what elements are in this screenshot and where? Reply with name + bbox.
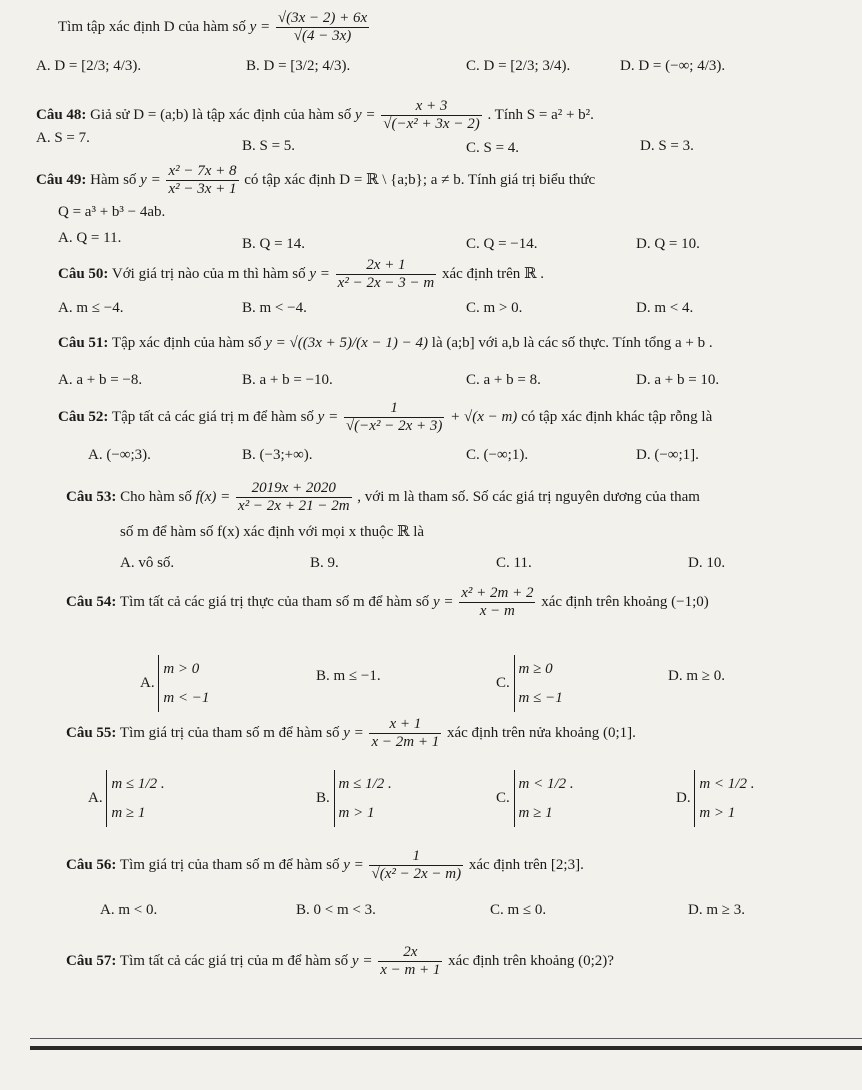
q51-stem-b: là (a;b] với a,b là các số thực. Tính tổng a + b . — [431, 335, 713, 351]
q55-stem-b: xác định trên nửa khoảng (0;1]. — [446, 725, 636, 742]
q51-option-c[interactable]: C. a + b = 8. — [466, 372, 541, 388]
question-53-stem — [66, 480, 700, 516]
q48-label: Câu 48: — [36, 107, 87, 124]
q54-option-a-letter: A. — [140, 674, 155, 691]
q56-denominator: √(x² − 2x − m) — [371, 866, 462, 883]
q55-option-c-system — [514, 770, 574, 827]
q54-c-cond-2: m ≤ −1 — [518, 689, 563, 706]
q56-option-a[interactable]: A. m < 0. — [100, 902, 158, 918]
question-54-stem — [66, 585, 709, 621]
q49-func-lhs: y = — [140, 172, 161, 189]
q53-option-b[interactable]: B. 9. — [310, 555, 339, 571]
q56-option-b[interactable]: B. 0 < m < 3. — [296, 902, 376, 918]
q54-option-a[interactable] — [140, 655, 209, 712]
q53-stem-b: , với m là tham số. Số các giá trị nguyên dương của tham — [357, 489, 700, 506]
q48-option-d[interactable]: D. S = 3. — [640, 138, 694, 154]
q53-option-a[interactable]: A. vô số. — [120, 555, 175, 571]
q53-func-lhs: f(x) = — [195, 489, 231, 506]
q47-option-c[interactable]: C. D = [2/3; 3/4). — [466, 58, 571, 74]
q55-a-cond-2: m ≥ 1 — [111, 804, 146, 821]
question-56-stem — [66, 848, 584, 884]
q52-stem-a: Tập tất cả các giá trị m để hàm số — [111, 409, 314, 426]
q47-func-lhs: y = — [249, 19, 271, 36]
q54-option-c-system — [514, 655, 563, 712]
q55-denominator: x − 2m + 1 — [371, 734, 440, 751]
q55-option-a-letter: A. — [88, 789, 103, 806]
q54-stem-a: Tìm tất cả các giá trị thực của tham số m để hàm số — [119, 594, 430, 611]
q48-stem-a: Giả sử D = (a;b) là tập xác định của hàm số — [90, 107, 352, 124]
q50-numerator: 2x + 1 — [336, 257, 437, 275]
q52-func-lhs: y = — [317, 409, 339, 426]
q54-a-cond-2: m < −1 — [163, 689, 210, 706]
bottom-divider-thin — [30, 1038, 862, 1039]
q49-option-a[interactable]: A. Q = 11. — [58, 230, 122, 246]
q55-label: Câu 55: — [66, 725, 117, 742]
q50-func-lhs: y = — [309, 266, 330, 283]
q50-stem-a: Với giá trị nào của m thì hàm số — [111, 266, 306, 283]
question-49-stem — [36, 163, 595, 199]
question-47-stem — [58, 10, 371, 46]
q55-c-cond-2: m ≥ 1 — [518, 804, 553, 821]
q55-stem-a: Tìm giá trị của tham số m để hàm số — [119, 725, 340, 742]
q48-denominator: √(−x² + 3x − 2) — [383, 116, 480, 133]
q54-option-c-letter: C. — [496, 674, 510, 691]
q52-stem-b: có tập xác định khác tập rỗng là — [521, 409, 713, 426]
q52-option-a[interactable]: A. (−∞;3). — [88, 447, 151, 463]
q52-denominator: √(−x² − 2x + 3) — [345, 418, 443, 435]
q48-fraction — [381, 98, 481, 134]
q56-stem-a: Tìm giá trị của tham số m để hàm số — [119, 857, 340, 874]
q47-stem-text: Tìm tập xác định D của hàm số — [58, 19, 246, 36]
q54-option-c[interactable] — [496, 655, 563, 712]
question-55-stem — [66, 716, 636, 752]
q55-c-cond-1: m < 1/2 . — [518, 776, 574, 792]
q52-fraction — [344, 400, 444, 436]
q53-option-d[interactable]: D. 10. — [688, 555, 726, 571]
q55-a-cond-1: m ≤ 1/2 . — [111, 776, 165, 792]
q50-fraction — [336, 257, 437, 293]
q55-option-b-system — [334, 770, 392, 827]
q49-numerator: x² − 7x + 8 — [166, 163, 238, 181]
q48-func-lhs: y = — [355, 107, 376, 124]
q57-numerator: 2x — [378, 944, 442, 962]
q53-option-c[interactable]: C. 11. — [496, 555, 532, 571]
question-50-stem — [58, 257, 544, 293]
q55-numerator: x + 1 — [369, 716, 441, 734]
q55-option-d[interactable] — [676, 770, 754, 827]
q54-option-b[interactable]: B. m ≤ −1. — [316, 668, 381, 684]
q49-fraction — [166, 163, 238, 199]
q54-stem-b: xác định trên khoảng (−1;0) — [541, 594, 709, 611]
q49-stem-c: Q = a³ + b³ − 4ab. — [58, 204, 166, 220]
q56-option-d[interactable]: D. m ≥ 3. — [688, 902, 745, 918]
q55-b-cond-2: m > 1 — [338, 804, 375, 821]
q49-label: Câu 49: — [36, 172, 87, 189]
q55-option-b[interactable] — [316, 770, 392, 827]
q47-option-a[interactable]: A. D = [2/3; 4/3). — [36, 58, 142, 74]
q52-label: Câu 52: — [58, 409, 109, 426]
q57-fraction — [378, 944, 442, 980]
q56-fraction — [369, 848, 463, 884]
q53-fraction — [236, 480, 352, 516]
q55-option-c[interactable] — [496, 770, 574, 827]
q47-denominator: √(4 − 3x) — [293, 28, 352, 45]
q57-denominator: x − m + 1 — [380, 962, 441, 979]
q57-stem-b: xác định trên khoảng (0;2)? — [448, 953, 614, 970]
q51-option-b[interactable]: B. a + b = −10. — [242, 372, 333, 388]
q48-stem-b: . Tính S = a² + b². — [487, 107, 594, 124]
q48-option-b[interactable]: B. S = 5. — [242, 138, 296, 154]
q54-denominator: x − m — [479, 603, 515, 620]
q52-numerator: 1 — [344, 400, 444, 418]
q56-option-c[interactable]: C. m ≤ 0. — [490, 902, 547, 918]
q53-numerator: 2019x + 2020 — [236, 480, 352, 498]
q52-option-b[interactable]: B. (−3;+∞). — [242, 447, 313, 463]
question-57-stem — [66, 944, 614, 980]
q54-numerator: x² + 2m + 2 — [459, 585, 535, 603]
q55-option-b-letter: B. — [316, 789, 330, 806]
q52-func-tail: + √(x − m) — [450, 409, 518, 426]
question-51-stem — [58, 335, 713, 352]
q57-label: Câu 57: — [66, 953, 117, 970]
q55-option-a-system — [106, 770, 164, 827]
q57-func-lhs: y = — [351, 953, 373, 970]
q51-option-d[interactable]: D. a + b = 10. — [636, 372, 720, 388]
q50-option-b[interactable]: B. m < −4. — [242, 300, 307, 316]
q50-stem-b: xác định trên ℝ . — [441, 266, 544, 283]
q50-option-d[interactable]: D. m < 4. — [636, 300, 694, 316]
q55-b-cond-1: m ≤ 1/2 . — [338, 776, 392, 792]
q47-option-d[interactable]: D. D = (−∞; 4/3). — [620, 58, 726, 74]
q49-option-c[interactable]: C. Q = −14. — [466, 236, 538, 252]
q53-denominator: x² − 2x + 21 − 2m — [238, 498, 350, 515]
q47-option-b[interactable]: B. D = [3/2; 4/3). — [246, 58, 351, 74]
q49-denominator: x² − 3x + 1 — [168, 181, 237, 198]
question-48-stem — [36, 98, 594, 134]
q55-func-lhs: y = — [343, 725, 364, 742]
q56-numerator: 1 — [369, 848, 463, 866]
q52-option-c[interactable]: C. (−∞;1). — [466, 447, 529, 463]
q52-option-d[interactable]: D. (−∞;1]. — [636, 447, 699, 463]
q53-label: Câu 53: — [66, 489, 117, 506]
q50-label: Câu 50: — [58, 266, 109, 283]
bottom-divider — [30, 1046, 862, 1050]
q54-label: Câu 54: — [66, 594, 117, 611]
q56-func-lhs: y = — [343, 857, 364, 874]
q57-stem-a: Tìm tất cả các giá trị của m để hàm số — [119, 953, 349, 970]
q51-function: y = √((3x + 5)/(x − 1) − 4) — [265, 335, 429, 351]
q49-stem-b: có tập xác định D = ℝ \ {a;b}; a ≠ b. Tính giá trị biểu thức — [244, 172, 596, 189]
q48-option-a[interactable]: A. S = 7. — [36, 130, 90, 146]
q54-a-cond-1: m > 0 — [163, 661, 200, 677]
q48-option-c[interactable]: C. S = 4. — [466, 140, 520, 156]
q55-option-c-letter: C. — [496, 789, 510, 806]
q54-c-cond-1: m ≥ 0 — [518, 661, 553, 677]
q55-d-cond-1: m < 1/2 . — [699, 776, 755, 792]
q55-option-a[interactable] — [88, 770, 165, 827]
q55-option-d-letter: D. — [676, 789, 691, 806]
q54-option-a-system — [158, 655, 209, 712]
q49-stem-a: Hàm số — [90, 172, 137, 189]
q47-numerator: √(3x − 2) + 6x — [276, 10, 369, 28]
q51-stem-a: Tập xác định của hàm số — [111, 335, 262, 351]
q49-option-d[interactable]: D. Q = 10. — [636, 236, 700, 252]
q55-fraction — [369, 716, 441, 752]
q55-d-cond-2: m > 1 — [699, 804, 736, 821]
q54-func-lhs: y = — [432, 594, 454, 611]
q49-option-b[interactable]: B. Q = 14. — [242, 236, 306, 252]
q56-label: Câu 56: — [66, 857, 117, 874]
q54-fraction — [459, 585, 535, 621]
q51-option-a[interactable]: A. a + b = −8. — [58, 372, 143, 388]
q50-option-c[interactable]: C. m > 0. — [466, 300, 523, 316]
q53-stem-c: số m để hàm số f(x) xác định với mọi x thuộc ℝ là — [120, 524, 425, 540]
q50-option-a[interactable]: A. m ≤ −4. — [58, 300, 124, 316]
question-52-stem — [58, 400, 712, 436]
q54-option-d[interactable]: D. m ≥ 0. — [668, 668, 725, 684]
q53-stem-a: Cho hàm số — [120, 489, 192, 506]
q47-fraction — [276, 10, 369, 46]
q56-stem-b: xác định trên [2;3]. — [468, 857, 584, 874]
q51-label: Câu 51: — [58, 335, 109, 351]
q48-numerator: x + 3 — [381, 98, 481, 116]
q50-denominator: x² − 2x − 3 − m — [337, 275, 435, 292]
q55-option-d-system — [694, 770, 754, 827]
